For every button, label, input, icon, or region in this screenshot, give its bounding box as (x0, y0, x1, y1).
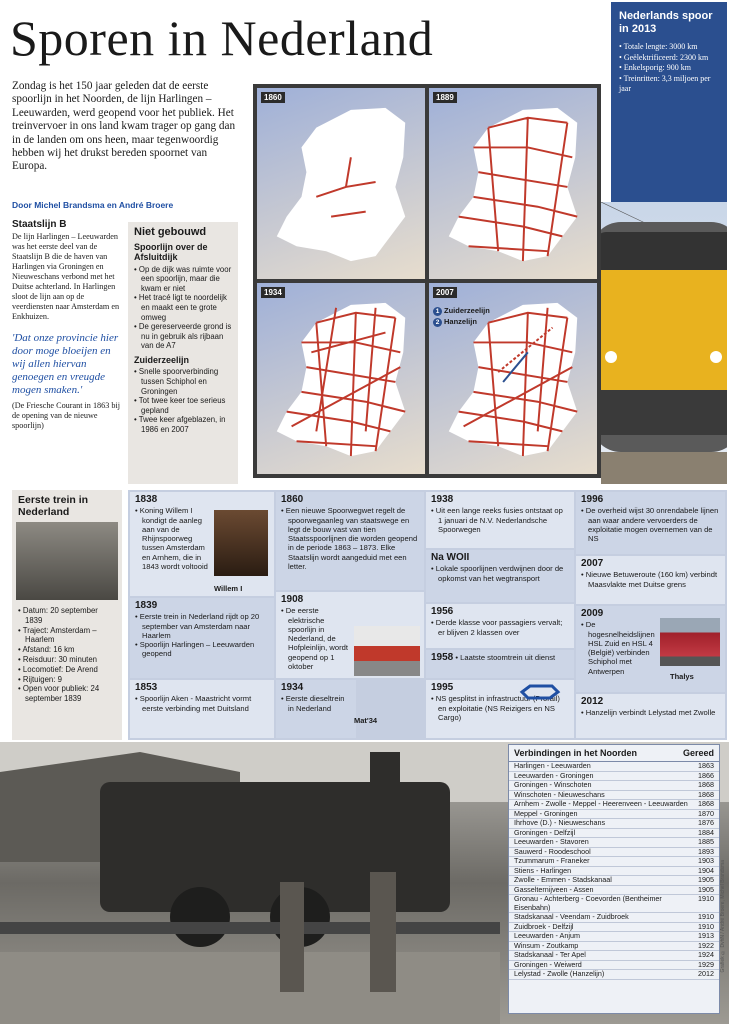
map-2007 (429, 283, 597, 474)
zuiderzeelijn-list (134, 367, 232, 434)
timeline-item: • Een nieuwe Spoorwegwet regelt de spoorwegaanleg van staatswege en legt de bouw vast van tien Staatsspoorlijnen die worden geopend in de periode 1863 – 1873. Elke Staatslijn wordt aangeduid met een letter. (281, 506, 419, 571)
table-header-route: Verbindingen in het Noorden (514, 748, 638, 758)
legend-number: 2 (433, 318, 442, 327)
netherlands-map-icon (257, 88, 425, 279)
timeline-1956 (426, 604, 574, 648)
byline: Door Michel Brandsma en André Broere (12, 200, 174, 210)
list-item: • Snelle spoorverbinding tussen Schiphol en Groningen (134, 367, 232, 396)
list-item: • Afstand: 16 km (18, 645, 116, 655)
table-cell-year: 1913 (698, 931, 714, 940)
list-item: • Traject: Amsterdam – Haarlem (18, 626, 116, 646)
table-cell-year: 1885 (698, 837, 714, 846)
legend-label: Zuiderzeelijn (444, 306, 490, 315)
timeline-item: • Spoorlijn Harlingen – Leeuwarden geopend (135, 640, 269, 659)
page-title: Sporen in Nederland (10, 10, 434, 66)
timeline-item: • Eerste dieseltrein in Nederland (281, 694, 351, 713)
stats-item: • Geëlektrificeerd: 2300 km (619, 53, 719, 64)
timeline-1853 (130, 680, 274, 738)
timeline-year: Na WOII (431, 552, 470, 563)
table-cell-year: 1870 (698, 808, 714, 818)
table-cell-route: Stadskanaal - Ter Apel (514, 950, 586, 959)
thalys-photo (660, 618, 720, 666)
table-cell-route: Winschoten - Nieuweschans (514, 789, 605, 799)
table-cell-route: Gronau - Achterberg - Coevorden (Bentheimer Eisenbahn) (514, 894, 662, 912)
eerste-trein-title: Eerste trein in Nederland (18, 494, 89, 518)
timeline-1958 (426, 650, 574, 678)
eerste-trein-list (12, 606, 122, 704)
table-cell-year: 1910 (698, 921, 714, 931)
timeline-year: 1860 (281, 494, 304, 505)
timeline-1934 (276, 680, 356, 738)
timeline-year: 2007 (581, 558, 604, 569)
map-year: 2007 (433, 287, 457, 298)
portrait-caption: Willem I (214, 584, 243, 593)
timeline-year: 1958 (431, 652, 454, 663)
timeline-item: • Eerste trein in Nederland rijdt op 20 september van Amsterdam naar Haarlem (135, 612, 269, 640)
timeline-item: • Uit een lange reeks fusies ontstaat op 1 januari de N.V. Nederlandsche Spoorwegen (431, 506, 569, 534)
timeline-1839 (130, 598, 274, 678)
table-cell-route: Leeuwarden - Stavoren (514, 837, 589, 846)
table-cell-route: Groningen - Winschoten (514, 780, 592, 789)
stats-item: • Treinritten: 3,3 miljoen per jaar (619, 74, 719, 95)
map-1934 (257, 283, 425, 474)
table-cell-route: Arnhem - Zwolle - Meppel - Heerenveen - Leeuwarden (514, 799, 688, 808)
afsluitdijk-list (134, 265, 232, 351)
legend-label: Hanzelijn (444, 317, 477, 326)
timeline-item: • Spoorlijn Aken - Maastricht vormt eerste verbinding met Duitsland (135, 694, 269, 713)
ns-logo-icon (518, 682, 562, 702)
stats-item: • Totale lengte: 3000 km (619, 42, 719, 53)
table-cell-year: 1903 (698, 856, 714, 865)
table-cell-year: 1863 (698, 761, 714, 770)
timeline-1996 (576, 492, 725, 554)
table-cell-year: 1910 (698, 912, 714, 921)
table-cell-route: Groningen - Weiwerd (514, 959, 582, 969)
table-body (509, 762, 719, 980)
map-legend (433, 305, 490, 327)
timeline-year: 1839 (135, 600, 158, 611)
stats-title: Nederlands spoor in 2013 (619, 10, 713, 35)
afsluitdijk-title: Spoorlijn over de Afsluitdijk (134, 241, 208, 263)
timeline-na-woii (426, 550, 574, 602)
list-item: • Datum: 20 september 1839 (18, 606, 116, 626)
credit-text: Grafiek © DvhN / André Broere, Michel Brandsma (720, 860, 726, 973)
list-item: • Tot twee keer toe serieus gepland (134, 396, 232, 415)
timeline-item: • Derde klasse voor passagiers vervalt; er blijven 2 klassen over (431, 618, 569, 637)
timeline-2007 (576, 556, 725, 604)
netherlands-map-icon (429, 88, 597, 279)
timeline-item: • Nieuwe Betuweroute (160 km) verbindt Maasvlakte met Duitse grens (581, 570, 720, 589)
train-photo (601, 202, 727, 484)
list-item: • Op de dijk was ruimte voor een spoorlijn, maar die kwam er niet (134, 265, 232, 294)
timeline (128, 490, 727, 740)
timeline-year: 1938 (431, 494, 454, 505)
staatslijn-column (12, 220, 124, 431)
table-cell-year: 1905 (698, 875, 714, 884)
old-train-photo (16, 522, 118, 600)
list-item: • Open voor publiek: 24 september 1839 (18, 684, 116, 704)
legend-number: 1 (433, 307, 442, 316)
thalys-caption: Thalys (670, 672, 694, 681)
table-cell-route: Leeuwarden - Anjum (514, 931, 580, 940)
table-cell-year: 1922 (698, 940, 714, 950)
table-header-gereed: Gereed (682, 748, 714, 758)
stats-box (611, 2, 727, 202)
timeline-year: 1996 (581, 494, 604, 505)
stats-list (619, 42, 719, 95)
mat34-caption: Mat'34 (354, 716, 378, 725)
niet-gebouwd-title: Niet gebouwd (134, 226, 207, 238)
staatslijn-title: Staatslijn B (12, 219, 67, 230)
timeline-1908 (276, 592, 424, 678)
list-item: • Het tracé ligt te noordelijk en maakt een te grote omweg (134, 293, 232, 322)
timeline-1860 (276, 492, 424, 590)
quote-source: (De Friesche Courant in 1863 bij de opening van de nieuwe spoorlijn) (12, 401, 121, 430)
map-1889 (429, 88, 597, 279)
table-cell-route: Stiens - Harlingen (514, 865, 572, 875)
table-row (509, 970, 719, 980)
timeline-year: 2009 (581, 608, 604, 619)
map-1860 (257, 88, 425, 279)
timeline-item: • De overheid wijst 30 onrendabele lijnen aan waar andere vervoerders de exploitatie mogen overnemen van de NS (581, 506, 720, 543)
timeline-1995 (426, 680, 574, 738)
timeline-year: 1995 (431, 682, 454, 693)
timeline-year: 2012 (581, 696, 604, 707)
table-cell-year: 1905 (698, 884, 714, 894)
quote: 'Dat onze provincie hier door moge bloeijen en wij allen hiervan genoegen en vreugde mogen smaken.' (12, 332, 119, 396)
table-cell-year: 1924 (698, 950, 714, 959)
timeline-item: • NS gesplitst in infrastructuur (Prorail) en exploitatie (NS Reizigers en NS Cargo) (431, 694, 569, 722)
timeline-year: 1853 (135, 682, 158, 693)
timeline-year: 1838 (135, 494, 158, 505)
table-cell-year: 1866 (698, 770, 714, 780)
timeline-year: 1908 (281, 594, 304, 605)
timeline-item: • Lokale spoorlijnen verdwijnen door de opkomst van het wegtransport (431, 564, 569, 583)
list-item: • Twee keer afgeblazen, in 1986 en 2007 (134, 415, 232, 434)
table-cell-year: 1893 (698, 846, 714, 856)
portrait-willem-i (214, 510, 268, 576)
table-cell-year: 1884 (698, 827, 714, 837)
table-cell-route: Harlingen - Leeuwarden (514, 761, 591, 770)
timeline-2012 (576, 694, 725, 738)
timeline-item: • Laatste stoomtrein uit dienst (455, 653, 555, 662)
table-cell-route: Stadskanaal - Veendam - Zuidbroek (514, 912, 629, 921)
verbindingen-table (508, 744, 720, 1014)
intro-text: Zondag is het 150 jaar geleden dat de eerste spoorlijn in het Noorden, de lijn Harlingen – Leeuwarden, werd geopend voor het publiek. Het treinvervoer in ons land kwam trager op gang dan in de landen om ons heen, maar tegenwoordig hebben wij het drukst bereden spoornet van Europa. (12, 80, 236, 173)
table-header (509, 745, 719, 762)
stats-item: • Enkelsporig: 900 km (619, 63, 719, 74)
timeline-year: 1956 (431, 606, 454, 617)
table-cell-route: Leeuwarden - Groningen (514, 770, 594, 780)
list-item: • Locomotief: De Arend (18, 665, 116, 675)
netherlands-map-icon (257, 283, 425, 474)
table-cell-route: Gasselternijveen - Assen (514, 884, 594, 894)
staatslijn-text: De lijn Harlingen – Leeuwarden was het eerste deel van de Staatslijn B die de haven van Harlingen via Groningen en Nieuweschans verbond met het Duitse achterland. In Harlingen sloot de lijn aan op de veerdiensten naar Amsterdam en Enkhuizen. (12, 232, 120, 321)
table-row (509, 895, 719, 913)
table-cell-route: Sauwerd - Roodeschool (514, 846, 591, 856)
table-cell-route: Winsum - Zoutkamp (514, 940, 579, 950)
train-mat34-photo (354, 626, 420, 676)
timeline-2009 (576, 606, 725, 692)
table-cell-route: Tzummarum - Franeker (514, 856, 590, 865)
timeline-item: • De eerste elektrische spoorlijn in Nederland, de Hofpleinlijn, wordt geopend op 1 oktober (281, 606, 353, 671)
table-cell-year: 1868 (698, 780, 714, 789)
table-cell-route: Groningen - Delfzijl (514, 827, 576, 837)
table-cell-year: 1904 (698, 865, 714, 875)
table-cell-year: 1929 (698, 959, 714, 969)
table-cell-year: 1876 (698, 818, 714, 827)
timeline-year: 1934 (281, 682, 304, 693)
table-cell-route: Zuidbroek - Delfzijl (514, 921, 574, 931)
map-year: 1860 (261, 92, 285, 103)
table-cell-route: Meppel - Groningen (514, 808, 578, 818)
eerste-trein-box (12, 490, 122, 740)
table-cell-year: 1868 (698, 789, 714, 799)
map-year: 1934 (261, 287, 285, 298)
timeline-1938 (426, 492, 574, 548)
train-front-icon (601, 202, 727, 484)
timeline-1838 (130, 492, 274, 596)
list-item: • Reisduur: 30 minuten (18, 655, 116, 665)
list-item: • De gereserveerde grond is nu in gebruik als rijbaan van de A7 (134, 322, 232, 351)
table-cell-year: 2012 (698, 969, 714, 978)
table-cell-year: 1910 (698, 894, 714, 903)
zuiderzeelijn-title: Zuiderzeelijn (134, 354, 190, 365)
table-cell-route: Lelystad - Zwolle (Hanzelijn) (514, 969, 605, 978)
list-item: • Rijtuigen: 9 (18, 675, 116, 685)
table-cell-year: 1868 (698, 799, 714, 808)
rail-maps (253, 84, 601, 478)
timeline-item: • Koning Willem I kondigt de aanleg aan van de Rhijnspoorweg tussen Amsterdam en Arnhem, die in 1843 wordt voltooid (135, 506, 213, 571)
timeline-item: • De hogesnelheidslijnen HSL Zuid en HSL 4 (België) verbinden Schiphol met Antwerpen (581, 620, 659, 676)
table-cell-route: Zwolle - Emmen - Stadskanaal (514, 875, 612, 884)
timeline-item: • Hanzelijn verbindt Lelystad met Zwolle (581, 708, 720, 717)
table-cell-route: Ihrhove (D.) - Nieuweschans (514, 818, 606, 827)
map-year: 1889 (433, 92, 457, 103)
niet-gebouwd-box (128, 222, 238, 484)
